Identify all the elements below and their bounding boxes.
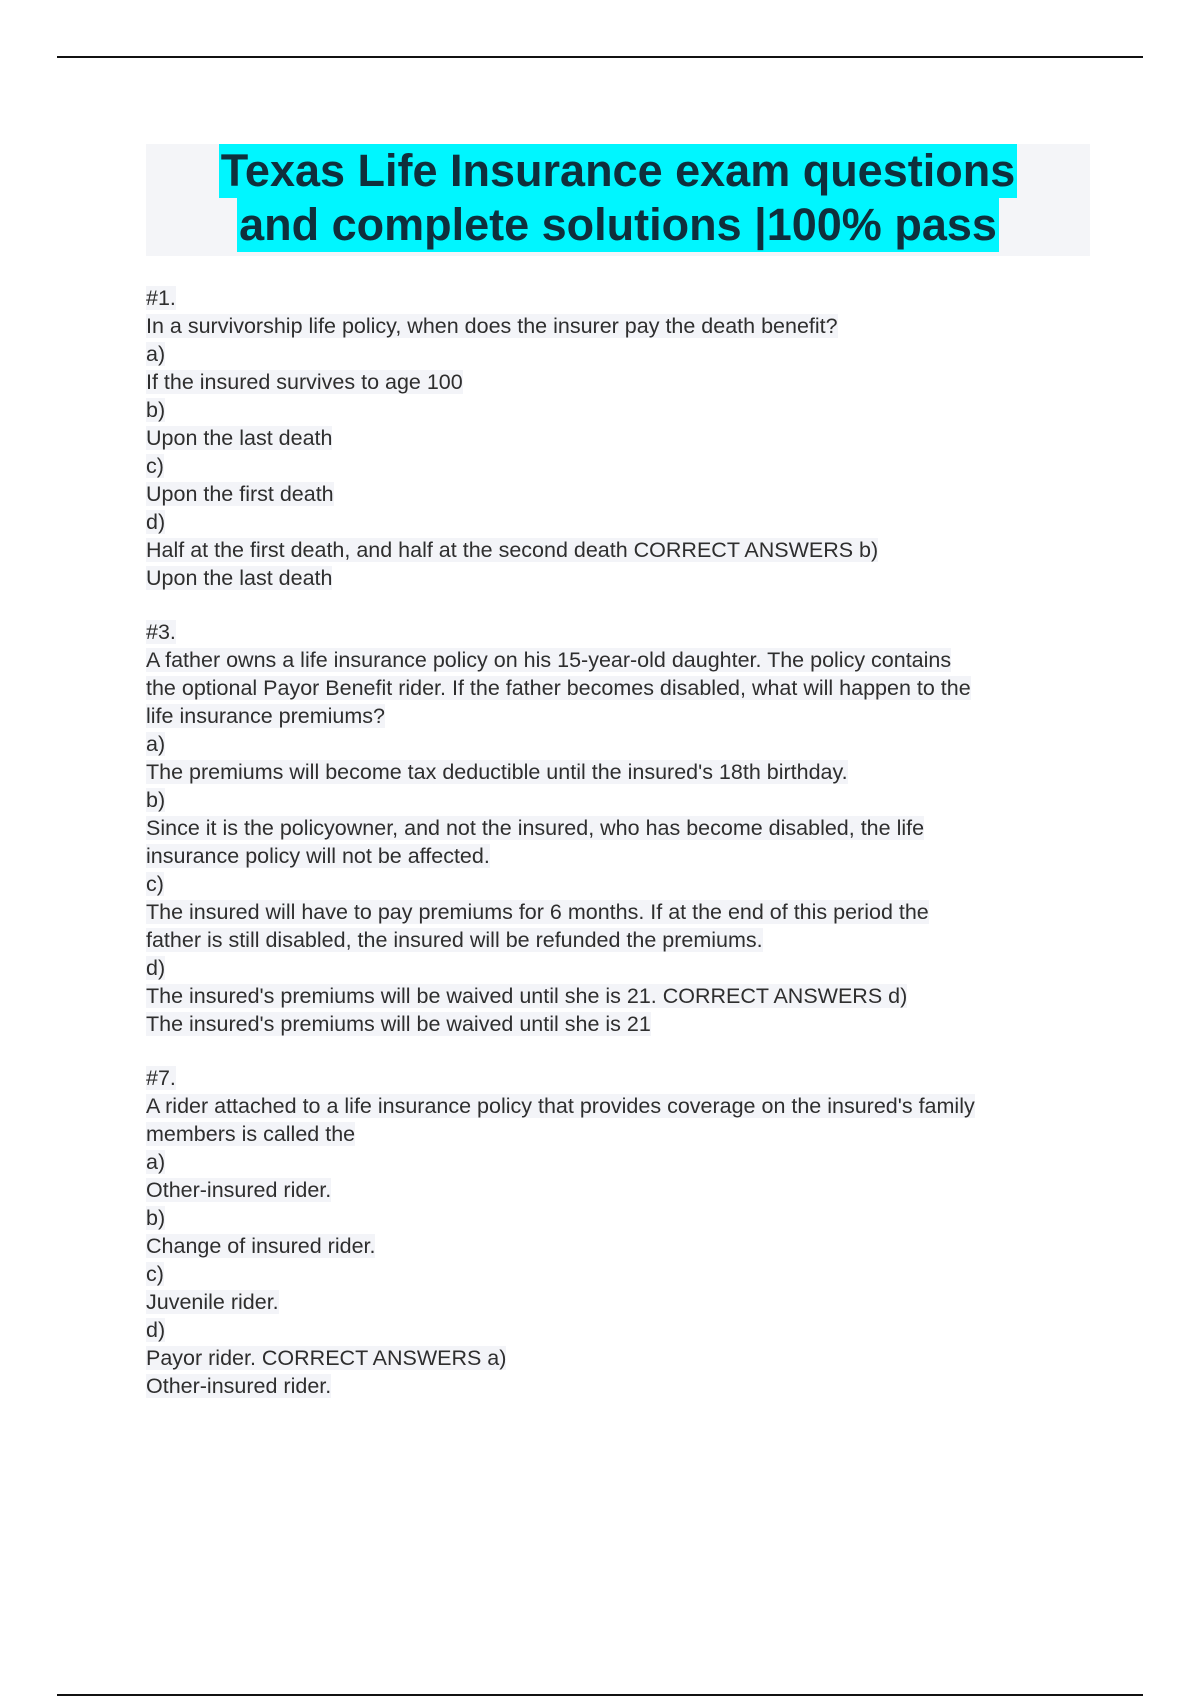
- option-text: [146, 842, 1106, 870]
- question-number-text: #7.: [146, 1066, 176, 1090]
- option-label-text: b): [146, 1206, 166, 1230]
- title-line: Texas Life Insurance exam questions: [220, 145, 1016, 196]
- question-number-text: #3.: [146, 620, 176, 644]
- question-block-7: [146, 1064, 1106, 1400]
- option-text: [146, 898, 1106, 926]
- document-body: [146, 284, 1106, 1426]
- option-text: [146, 926, 1106, 954]
- question-block-1: [146, 284, 1106, 592]
- question-block-3: [146, 618, 1106, 1038]
- option-label: [146, 1316, 1106, 1344]
- question-text-line: In a survivorship life policy, when does the insurer pay the death benefit?: [146, 314, 838, 338]
- option-text-with-answer: [146, 536, 1106, 564]
- document-title: [146, 144, 1090, 256]
- option-label-text: a): [146, 1150, 166, 1174]
- question-number: [146, 618, 1106, 646]
- option-text-line: The insured will have to pay premiums for 6 months. If at the end of this period the: [146, 900, 929, 924]
- option-text-line: Juvenile rider.: [146, 1290, 279, 1314]
- question-text: [146, 674, 1106, 702]
- option-text-line: insurance policy will not be affected.: [146, 844, 490, 868]
- option-label-text: d): [146, 956, 166, 980]
- option-text: [146, 1176, 1106, 1204]
- correct-answer: [146, 1010, 1106, 1038]
- option-label: [146, 508, 1106, 536]
- option-label: [146, 340, 1106, 368]
- question-text: [146, 702, 1106, 730]
- option-label-text: a): [146, 732, 166, 756]
- option-text: [146, 814, 1106, 842]
- option-label-text: b): [146, 398, 166, 422]
- option-label-text: a): [146, 342, 166, 366]
- correct-answer-text: Other-insured rider.: [146, 1374, 332, 1398]
- option-label: [146, 954, 1106, 982]
- correct-answer-text: Upon the last death: [146, 566, 333, 590]
- option-text: [146, 424, 1106, 452]
- option-label-text: d): [146, 510, 166, 534]
- option-label: [146, 730, 1106, 758]
- option-text: [146, 480, 1106, 508]
- option-label-text: b): [146, 788, 166, 812]
- correct-answer-text: The insured's premiums will be waived until she is 21: [146, 1012, 651, 1036]
- question-number: [146, 284, 1106, 312]
- option-text-line: father is still disabled, the insured will be refunded the premiums.: [146, 928, 763, 952]
- option-text-line: Upon the last death: [146, 426, 333, 450]
- option-label: [146, 452, 1106, 480]
- option-text-with-answer: [146, 982, 1106, 1010]
- option-text-line: Half at the first death, and half at the second death CORRECT ANSWERS b): [146, 538, 879, 562]
- bottom-rule: [57, 1694, 1143, 1696]
- option-text-line: The premiums will become tax deductible until the insured's 18th birthday.: [146, 760, 848, 784]
- option-text: [146, 1232, 1106, 1260]
- option-text-with-answer: [146, 1344, 1106, 1372]
- option-label: [146, 1148, 1106, 1176]
- option-text-line: Payor rider. CORRECT ANSWERS a): [146, 1346, 507, 1370]
- option-text-line: The insured's premiums will be waived until she is 21. CORRECT ANSWERS d): [146, 984, 908, 1008]
- option-text-line: Since it is the policyowner, and not the insured, who has become disabled, the life: [146, 816, 925, 840]
- question-text: [146, 1120, 1106, 1148]
- question-text-line: the optional Payor Benefit rider. If the father becomes disabled, what will happen to the: [146, 676, 971, 700]
- option-label-text: d): [146, 1318, 166, 1342]
- option-label: [146, 396, 1106, 424]
- option-text: [146, 368, 1106, 396]
- title-line: and complete solutions |100% pass: [239, 199, 997, 250]
- question-number: [146, 1064, 1106, 1092]
- question-text: [146, 1092, 1106, 1120]
- question-text: [146, 312, 1106, 340]
- option-label-text: c): [146, 872, 164, 896]
- option-label: [146, 786, 1106, 814]
- option-text-line: If the insured survives to age 100: [146, 370, 463, 394]
- option-label-text: c): [146, 1262, 164, 1286]
- question-text-line: A rider attached to a life insurance policy that provides coverage on the insured's family: [146, 1094, 975, 1118]
- option-text: [146, 1288, 1106, 1316]
- question-text: [146, 646, 1106, 674]
- correct-answer: [146, 564, 1106, 592]
- option-text-line: Upon the first death: [146, 482, 334, 506]
- option-label: [146, 870, 1106, 898]
- option-label: [146, 1260, 1106, 1288]
- option-label: [146, 1204, 1106, 1232]
- correct-answer: [146, 1372, 1106, 1400]
- option-label-text: c): [146, 454, 164, 478]
- question-text-line: members is called the: [146, 1122, 356, 1146]
- question-number-text: #1.: [146, 286, 176, 310]
- question-text-line: life insurance premiums?: [146, 704, 385, 728]
- option-text: [146, 758, 1106, 786]
- top-rule: [57, 56, 1143, 58]
- question-text-line: A father owns a life insurance policy on his 15-year-old daughter. The policy contains: [146, 648, 952, 672]
- option-text-line: Other-insured rider.: [146, 1178, 332, 1202]
- option-text-line: Change of insured rider.: [146, 1234, 376, 1258]
